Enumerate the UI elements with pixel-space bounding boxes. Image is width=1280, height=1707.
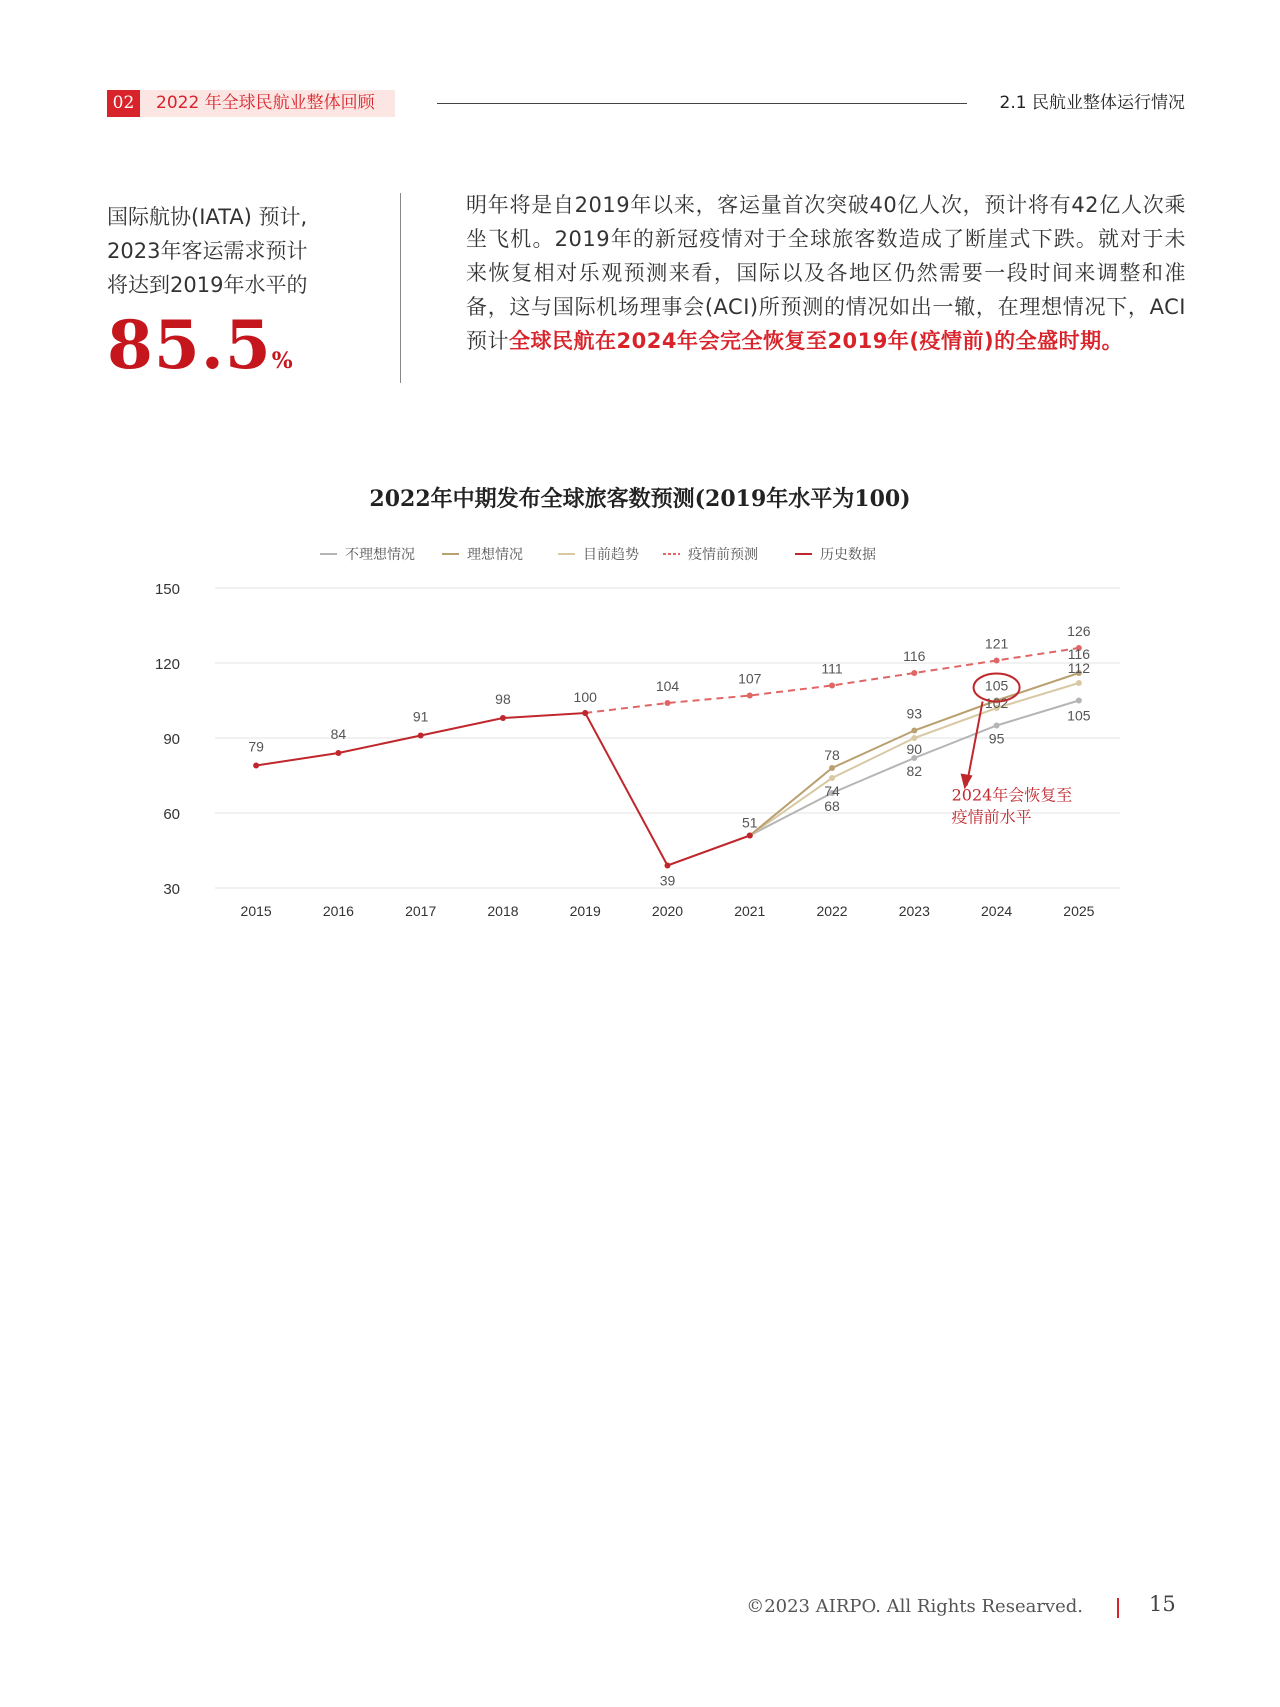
stat-number: 85.5 — [107, 306, 272, 384]
stat-value — [107, 306, 293, 396]
data-label: 126 — [1067, 623, 1091, 639]
chart-legend — [320, 546, 876, 563]
chapter-title: 2022 年全球民航业整体回顾 — [140, 90, 395, 117]
data-point — [829, 765, 835, 771]
data-point — [500, 715, 506, 721]
y-axis — [155, 581, 180, 898]
chart-annotation — [952, 674, 1073, 827]
data-label: 79 — [248, 738, 264, 755]
data-label: 78 — [824, 747, 840, 763]
data-label: 102 — [984, 695, 1009, 711]
y-tick-label: 150 — [154, 581, 180, 598]
data-point — [911, 670, 917, 676]
legend-label: 不理想情况 — [345, 547, 415, 563]
data-point — [335, 750, 341, 756]
page-number: 15 — [1149, 1592, 1176, 1616]
data-label: 116 — [1067, 646, 1091, 662]
x-tick-label: 2020 — [651, 903, 684, 919]
data-label: 98 — [495, 691, 511, 707]
data-label: 121 — [984, 635, 1009, 652]
data-label: 93 — [906, 705, 923, 722]
data-point — [994, 658, 1000, 664]
x-tick-label: 2015 — [240, 903, 272, 919]
annotation-text-line-2: 疫情前水平 — [951, 807, 1032, 827]
legend-label: 历史数据 — [820, 547, 876, 563]
passenger-forecast-chart — [150, 470, 1140, 990]
data-point — [1076, 680, 1082, 686]
data-point — [994, 723, 1000, 729]
data-point — [665, 863, 671, 869]
data-label: 100 — [573, 689, 597, 705]
legend-label: 疫情前预测 — [688, 547, 758, 563]
data-point — [665, 700, 671, 706]
x-tick-label: 2021 — [734, 903, 766, 919]
x-tick-label: 2019 — [569, 903, 601, 919]
x-tick-label: 2024 — [981, 903, 1013, 919]
legend-label: 理想情况 — [467, 547, 523, 563]
data-label: 39 — [659, 872, 676, 889]
data-label: 84 — [330, 726, 347, 742]
column-divider — [400, 193, 401, 383]
data-point — [829, 683, 835, 689]
stat-line-2: 2023年客运需求预计 — [107, 239, 308, 263]
data-label: 68 — [824, 798, 840, 814]
data-point — [911, 728, 917, 734]
x-tick-label: 2018 — [487, 903, 519, 919]
stat-unit: % — [271, 348, 293, 374]
x-tick-label: 2025 — [1063, 903, 1095, 919]
y-tick-label: 120 — [154, 656, 180, 673]
data-label: 107 — [738, 670, 762, 687]
y-tick-label: 60 — [163, 806, 180, 823]
annotation-arrow-line — [967, 702, 983, 786]
data-label: 74 — [824, 783, 840, 799]
y-tick-label: 90 — [163, 731, 180, 748]
legend-label: 目前趋势 — [583, 547, 639, 563]
footer-divider — [1117, 1598, 1119, 1618]
copyright-notice: ©2023 AIRPO. All Rights Researved. — [746, 1596, 1083, 1617]
stat-description — [107, 200, 367, 302]
body-paragraph — [466, 188, 1186, 358]
x-tick-label: 2022 — [816, 903, 848, 919]
data-label: 90 — [906, 741, 923, 757]
data-label: 95 — [988, 730, 1005, 747]
data-point — [747, 693, 753, 699]
data-point — [829, 775, 835, 781]
x-tick-label: 2017 — [405, 903, 437, 919]
data-label: 104 — [655, 678, 680, 694]
body-text: 明年将是自2019年以来，客运量首次突破40亿人次，预计将有42亿人次乘坐飞机。2019年的新冠疫情对于全球旅客数造成了断崖式下跌。就对于未来恢复相对乐观预测来看，国际以及各地区仍然需要一段时间来调整和准备，这与国际机场理事会(ACI)所预测的情况如出一辙，在理想情况下，ACI预计 — [466, 193, 1186, 353]
data-label: 111 — [821, 660, 843, 677]
data-label: 82 — [906, 763, 923, 779]
stat-line-1: 国际航协(IATA) 预计, — [107, 205, 308, 229]
data-label: 105 — [984, 677, 1009, 694]
chart-title: 2022年中期发布全球旅客数预测(2019年水平为100) — [369, 486, 911, 512]
y-tick-label: 30 — [163, 881, 180, 898]
x-axis — [241, 903, 1095, 919]
section-title: 2.1 民航业整体运行情况 — [999, 93, 1185, 113]
data-label: 51 — [741, 814, 758, 831]
data-label: 112 — [1067, 660, 1091, 676]
header-rule — [437, 103, 967, 104]
data-point — [582, 710, 588, 716]
x-tick-label: 2023 — [898, 903, 930, 919]
data-point — [1076, 698, 1082, 704]
chapter-number: 02 — [107, 90, 140, 117]
x-tick-label: 2016 — [322, 903, 354, 919]
data-point — [747, 833, 753, 839]
body-highlight: 全球民航在2024年会完全恢复至2019年(疫情前)的全盛时期。 — [509, 329, 1124, 353]
data-point — [418, 733, 424, 739]
data-label: 116 — [903, 648, 926, 664]
annotation-text-line-1: 2024年会恢复至 — [951, 785, 1073, 805]
data-label: 105 — [1067, 707, 1091, 724]
data-label: 91 — [412, 708, 429, 725]
data-point — [253, 763, 259, 769]
stat-line-3: 将达到2019年水平的 — [107, 273, 308, 297]
chart-grid — [215, 588, 1120, 888]
